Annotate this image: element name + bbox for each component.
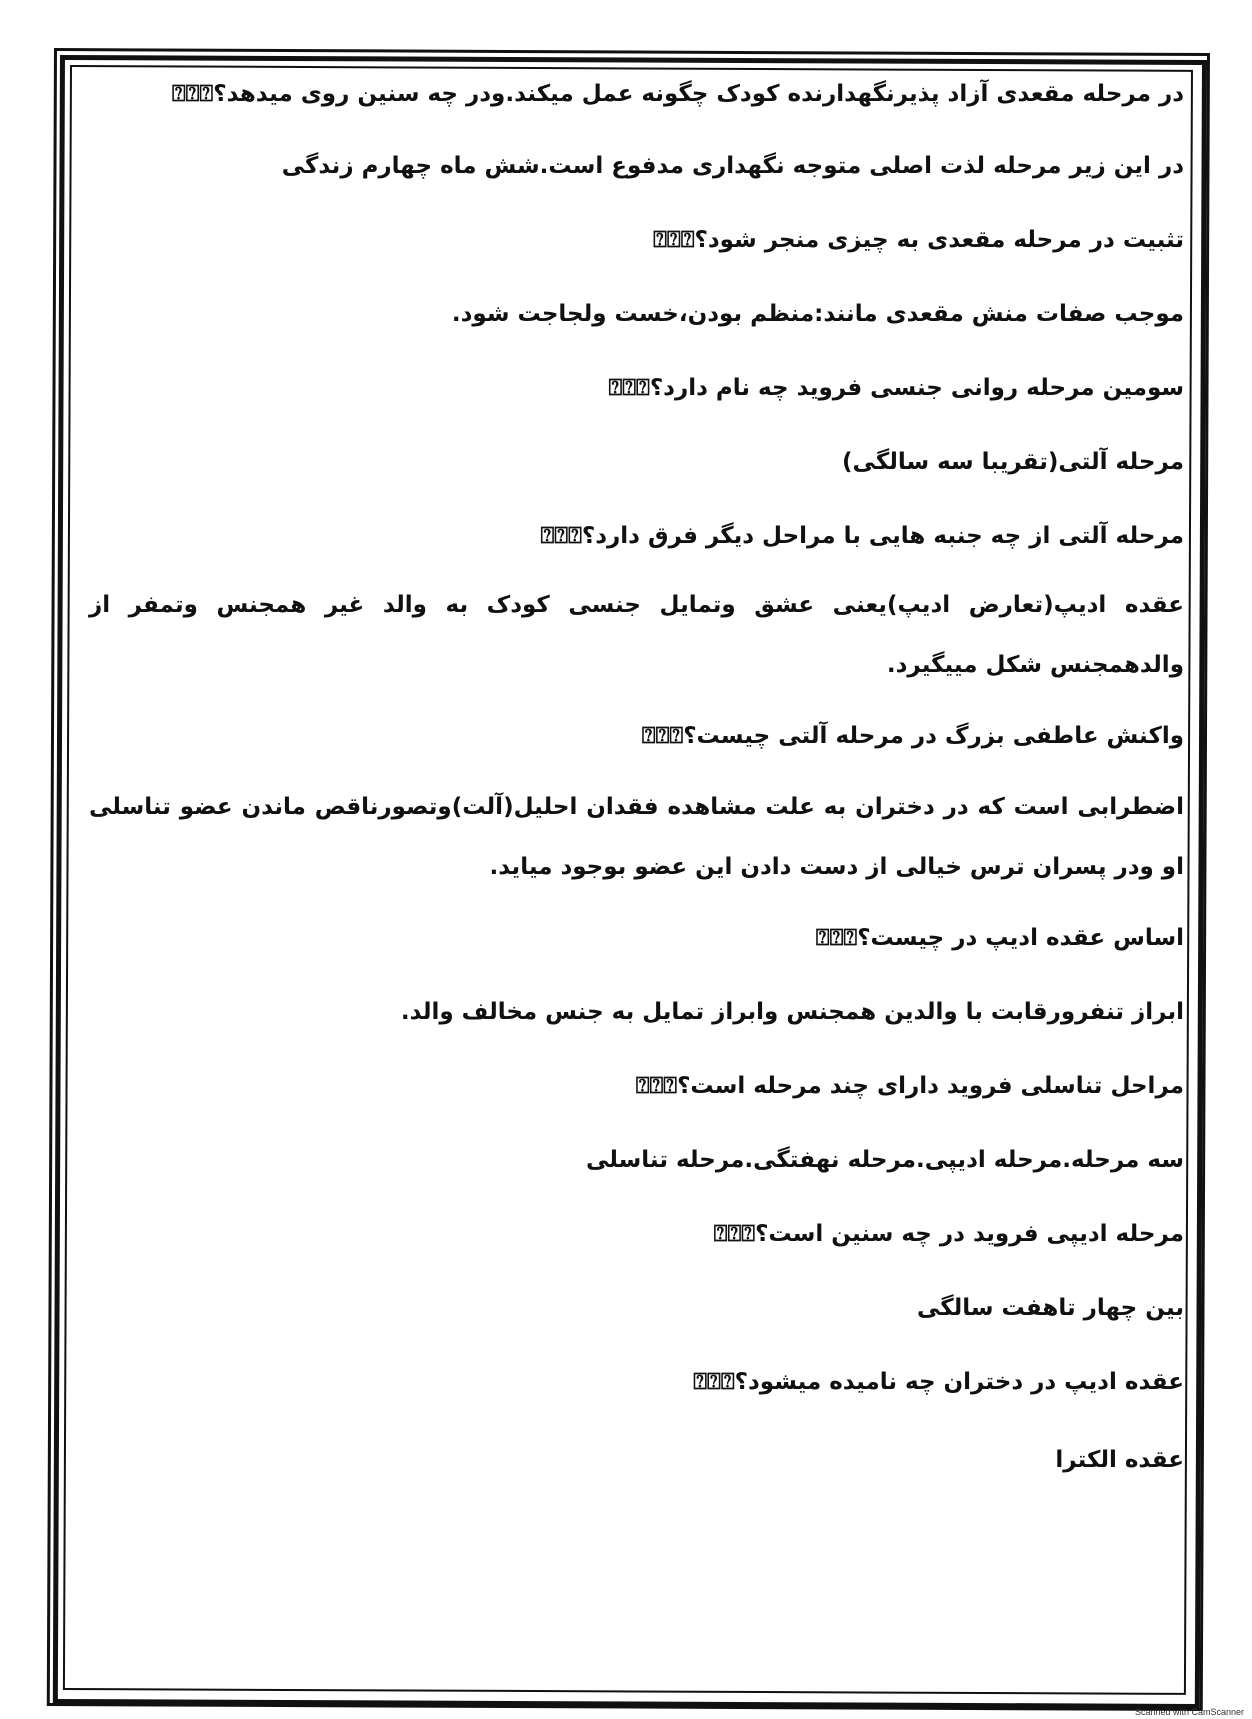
answer-line: مرحله آلتی(تقریبا سه سالگی): [842, 449, 1184, 475]
question-line: عقده ادیپ در دختران چه نامیده میشود؟⍰⍰⍰: [693, 1369, 1184, 1395]
answer-line: موجب صفات منش مقعدی مانند:منظم بودن،خست ولجاجت شود.: [451, 301, 1184, 327]
answer-line: عقده ادیپ(تعارض ادیپ)یعنی عشق وتمایل جنسی کودک به والد غیر همجنس وتمفر از والدهمجنس شکل مییگیرد.: [89, 592, 1184, 678]
question-line: مرحله آلتی از چه جنبه هایی با مراحل دیگر فرق دارد؟⍰⍰⍰: [540, 523, 1184, 549]
question-line: تثبیت در مرحله مقعدی به چیزی منجر شود؟⍰⍰⍰: [653, 227, 1184, 253]
answer-line: در این زیر مرحله لذت اصلی متوجه نگهداری مدفوع است.شش ماه چهارم زندگی: [281, 153, 1184, 179]
question-line: در مرحله مقعدی آزاد پذیرنگهدارنده کودک چگونه عمل میکند.ودر چه سنین روی میدهد؟⍰⍰⍰: [171, 81, 1184, 107]
scanner-watermark: Scanned with CamScanner: [1134, 1707, 1244, 1717]
answer-line: عقده الکترا: [1055, 1447, 1184, 1473]
answer-line: اضطرابی است که در دختران به علت مشاهده فقدان احلیل(آلت)وتصورناقص ماندن عضو تناسلی او ودر پسران ترس خیالی از دست دادن این عضو بوجود میاید.: [89, 794, 1184, 880]
question-line: مراحل تناسلی فروید دارای چند مرحله است؟⍰⍰⍰: [635, 1073, 1184, 1099]
answer-line: ابراز تنفرورقابت با والدین همجنس وابراز تمایل به جنس مخالف والد.: [400, 999, 1184, 1025]
question-line: مرحله ادیپی فروید در چه سنین است؟⍰⍰⍰: [713, 1221, 1184, 1247]
question-line: سومین مرحله روانی جنسی فروید چه نام دارد؟⍰⍰⍰: [608, 375, 1184, 401]
answer-line: بین چهار تاهفت سالگی: [916, 1295, 1184, 1321]
question-line: واکنش عاطفی بزرگ در مرحله آلتی چیست؟⍰⍰⍰: [641, 723, 1184, 749]
question-line: اساس عقده ادیپ در چیست؟⍰⍰⍰: [815, 925, 1184, 951]
answer-line: سه مرحله.مرحله ادیپی.مرحله نهفتگی.مرحله تناسلی: [586, 1147, 1184, 1173]
